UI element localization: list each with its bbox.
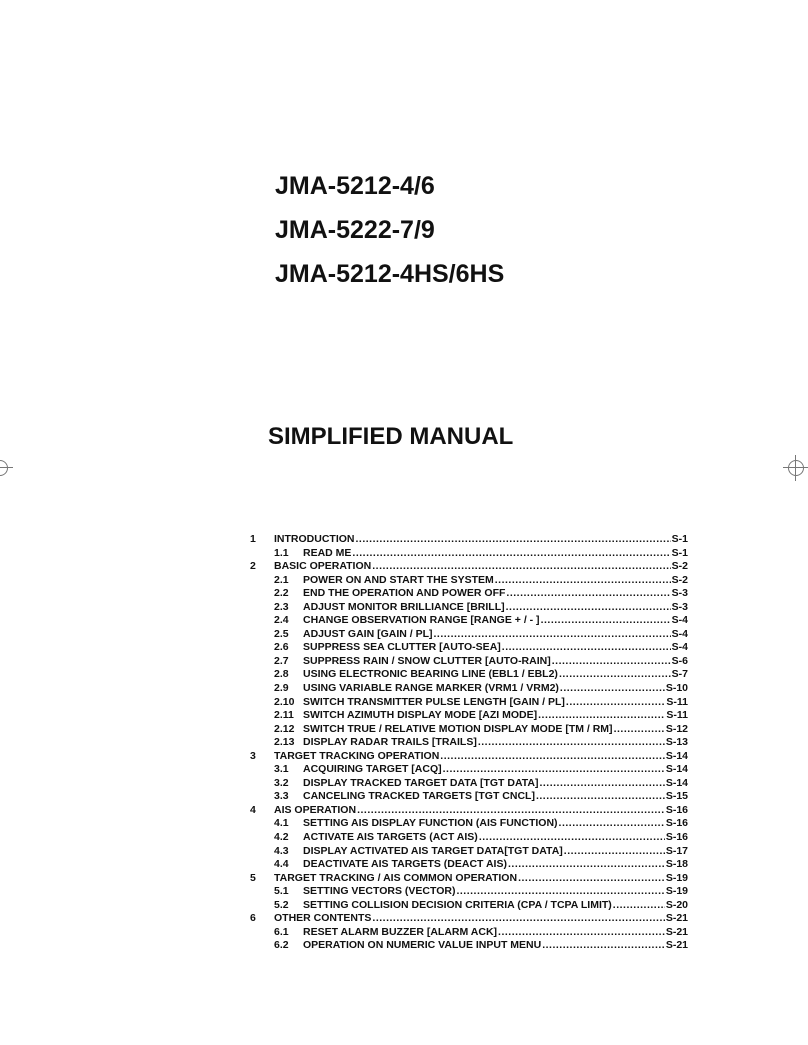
toc-entry[interactable] bbox=[250, 912, 688, 926]
toc-entry-label: SUPPRESS SEA CLUTTER [AUTO-SEA] bbox=[303, 641, 501, 654]
toc-entry[interactable] bbox=[250, 831, 688, 845]
model-name: JMA-5212-4/6 bbox=[275, 172, 435, 200]
toc-entry[interactable] bbox=[250, 587, 688, 601]
toc-entry-number: 1.1 bbox=[274, 546, 289, 559]
toc-entry[interactable] bbox=[250, 750, 688, 764]
toc-entry-page: S-21 bbox=[665, 925, 688, 938]
toc-entry-page: S-7 bbox=[671, 668, 688, 681]
toc-entry[interactable] bbox=[250, 668, 688, 682]
toc-entry-label: DEACTIVATE AIS TARGETS (DEACT AIS) bbox=[303, 858, 507, 871]
toc-entry-number: 6.2 bbox=[274, 939, 289, 952]
toc-leader-dots bbox=[352, 547, 670, 561]
toc-entry-label: SETTING VECTORS (VECTOR) bbox=[303, 885, 456, 898]
toc-entry-page: S-21 bbox=[665, 912, 688, 925]
toc-entry[interactable] bbox=[250, 777, 688, 791]
toc-entry-label: ACQUIRING TARGET [ACQ] bbox=[303, 763, 442, 776]
toc-entry[interactable] bbox=[250, 804, 688, 818]
toc-entry[interactable] bbox=[250, 790, 688, 804]
toc-leader-dots bbox=[478, 736, 665, 750]
toc-entry-number: 3.3 bbox=[274, 790, 289, 803]
toc-entry[interactable] bbox=[250, 682, 688, 696]
toc-entry-number: 5.2 bbox=[274, 898, 289, 911]
toc-entry-page: S-2 bbox=[671, 573, 688, 586]
toc-leader-dots bbox=[539, 777, 664, 791]
toc-entry[interactable] bbox=[250, 574, 688, 588]
toc-leader-dots bbox=[506, 587, 670, 601]
toc-leader-dots bbox=[614, 723, 665, 737]
toc-entry-page: S-4 bbox=[671, 614, 688, 627]
toc-entry[interactable] bbox=[250, 628, 688, 642]
toc-entry-page: S-11 bbox=[666, 709, 688, 722]
toc-entry-label: ACTIVATE AIS TARGETS (ACT AIS) bbox=[303, 831, 478, 844]
toc-leader-dots bbox=[518, 872, 665, 886]
toc-entry-page: S-1 bbox=[671, 533, 688, 545]
toc-entry-page: S-21 bbox=[665, 939, 688, 952]
toc-entry-number: 2.10 bbox=[274, 695, 295, 708]
toc-entry[interactable] bbox=[250, 858, 688, 872]
toc-entry-label: SETTING AIS DISPLAY FUNCTION (AIS FUNCTION) bbox=[303, 817, 558, 830]
toc-entry-number: 4.2 bbox=[274, 831, 289, 844]
toc-entry-page: S-12 bbox=[665, 722, 688, 735]
toc-entry-page: S-2 bbox=[671, 560, 688, 573]
toc-entry[interactable] bbox=[250, 939, 688, 953]
toc-entry-number: 2.9 bbox=[274, 682, 289, 695]
toc-entry-label: DISPLAY TRACKED TARGET DATA [TGT DATA] bbox=[303, 776, 539, 789]
toc-entry-label: SUPPRESS RAIN / SNOW CLUTTER [AUTO-RAIN] bbox=[303, 654, 551, 667]
toc-entry-label: SWITCH AZIMUTH DISPLAY MODE [AZI MODE] bbox=[303, 709, 538, 722]
toc-entry-label: SETTING COLLISION DECISION CRITERIA (CPA / TCPA LIMIT) bbox=[303, 898, 612, 911]
toc-entry-page: S-16 bbox=[665, 803, 688, 816]
toc-entry-page: S-19 bbox=[665, 885, 688, 898]
toc-entry-label: RESET ALARM BUZZER [ALARM ACK] bbox=[303, 925, 498, 938]
toc-entry-label: USING VARIABLE RANGE MARKER (VRM1 / VRM2) bbox=[303, 682, 559, 695]
toc-leader-dots bbox=[434, 628, 671, 642]
toc-entry-page: S-16 bbox=[665, 817, 688, 830]
toc-leader-dots bbox=[443, 763, 665, 777]
toc-entry-label: TARGET TRACKING OPERATION bbox=[274, 749, 440, 762]
toc-entry-label: ADJUST GAIN [GAIN / PL] bbox=[303, 627, 433, 640]
toc-leader-dots bbox=[564, 845, 665, 859]
toc-entry-page: S-16 bbox=[665, 831, 688, 844]
toc-entry-number: 2.1 bbox=[274, 573, 289, 586]
toc-entry-label: OPERATION ON NUMERIC VALUE INPUT MENU bbox=[303, 939, 542, 952]
toc-entry[interactable] bbox=[250, 547, 688, 561]
toc-entry-number: 2.12 bbox=[274, 722, 295, 735]
toc-leader-dots bbox=[508, 858, 665, 872]
toc-entry-number: 3 bbox=[250, 749, 256, 762]
toc-entry-number: 2.11 bbox=[274, 709, 294, 722]
toc-leader-dots bbox=[356, 533, 671, 547]
toc-entry-number: 2 bbox=[250, 560, 256, 573]
toc-entry-label: DISPLAY RADAR TRAILS [TRAILS] bbox=[303, 736, 477, 749]
model-list bbox=[275, 172, 504, 304]
toc-entry-label: CHANGE OBSERVATION RANGE [RANGE + / - ] bbox=[303, 614, 540, 627]
toc-entry[interactable] bbox=[250, 885, 688, 899]
toc-entry-number: 2.13 bbox=[274, 736, 295, 749]
toc-entry[interactable] bbox=[250, 763, 688, 777]
toc-entry-number: 5.1 bbox=[274, 885, 289, 898]
toc-entry-page: S-3 bbox=[671, 600, 688, 613]
toc-entry[interactable] bbox=[250, 845, 688, 859]
toc-entry-number: 2.3 bbox=[274, 600, 289, 613]
toc-entry[interactable] bbox=[250, 723, 688, 737]
toc-entry[interactable] bbox=[250, 601, 688, 615]
toc-entry[interactable] bbox=[250, 926, 688, 940]
toc-entry-label: ADJUST MONITOR BRILLIANCE [BRILL] bbox=[303, 600, 505, 613]
toc-entry[interactable] bbox=[250, 736, 688, 750]
toc-entry-number: 4.1 bbox=[274, 817, 289, 830]
toc-leader-dots bbox=[502, 641, 671, 655]
toc-entry-page: S-18 bbox=[665, 858, 688, 871]
toc-entry-page: S-19 bbox=[665, 871, 688, 884]
toc-leader-dots bbox=[498, 926, 665, 940]
toc-entry-page: S-15 bbox=[665, 790, 688, 803]
toc-entry-page: S-20 bbox=[665, 898, 688, 911]
toc-entry-number: 5 bbox=[250, 871, 256, 884]
toc-leader-dots bbox=[538, 709, 665, 723]
toc-entry-page: S-11 bbox=[666, 695, 688, 708]
toc-entry-page: S-14 bbox=[665, 763, 688, 776]
toc-entry-label: BASIC OPERATION bbox=[274, 560, 372, 573]
toc-entry[interactable] bbox=[250, 533, 688, 547]
toc-entry-label: READ ME bbox=[303, 546, 352, 559]
toc-entry-page: S-3 bbox=[671, 587, 688, 600]
toc-entry[interactable] bbox=[250, 899, 688, 913]
toc-leader-dots bbox=[560, 682, 665, 696]
toc-entry-number: 2.5 bbox=[274, 627, 289, 640]
toc-entry-number: 6 bbox=[250, 912, 256, 925]
toc-entry-label: DISPLAY ACTIVATED AIS TARGET DATA[TGT DATA] bbox=[303, 844, 563, 857]
toc-entry-page: S-10 bbox=[665, 682, 688, 695]
toc-leader-dots bbox=[495, 574, 671, 588]
table-of-contents bbox=[250, 533, 688, 953]
toc-leader-dots bbox=[613, 899, 665, 913]
toc-entry-number: 2.8 bbox=[274, 668, 289, 681]
toc-entry-label: POWER ON AND START THE SYSTEM bbox=[303, 573, 494, 586]
toc-entry-label: CANCELING TRACKED TARGETS [TGT CNCL] bbox=[303, 790, 535, 803]
toc-entry-number: 2.2 bbox=[274, 587, 289, 600]
toc-entry[interactable] bbox=[250, 709, 688, 723]
toc-leader-dots bbox=[542, 939, 665, 953]
toc-entry-page: S-4 bbox=[671, 641, 688, 654]
toc-entry-page: S-1 bbox=[671, 546, 688, 559]
toc-entry-page: S-6 bbox=[671, 654, 688, 667]
toc-entry-number: 1 bbox=[250, 533, 256, 545]
toc-entry-number: 2.4 bbox=[274, 614, 289, 627]
toc-entry[interactable] bbox=[250, 872, 688, 886]
toc-leader-dots bbox=[566, 696, 665, 710]
toc-entry-number: 4.4 bbox=[274, 858, 289, 871]
toc-leader-dots bbox=[372, 560, 670, 574]
toc-entry-page: S-14 bbox=[665, 776, 688, 789]
toc-leader-dots bbox=[357, 804, 665, 818]
registration-mark-left bbox=[0, 455, 13, 481]
toc-leader-dots bbox=[559, 668, 671, 682]
toc-leader-dots bbox=[552, 655, 671, 669]
toc-leader-dots bbox=[479, 831, 665, 845]
toc-entry-label: INTRODUCTION bbox=[274, 533, 355, 545]
toc-entry-number: 4.3 bbox=[274, 844, 289, 857]
toc-entry-label: OTHER CONTENTS bbox=[274, 912, 372, 925]
toc-leader-dots bbox=[506, 601, 671, 615]
toc-entry[interactable] bbox=[250, 560, 688, 574]
toc-entry-page: S-14 bbox=[665, 749, 688, 762]
toc-entry[interactable] bbox=[250, 641, 688, 655]
toc-leader-dots bbox=[536, 790, 665, 804]
toc-entry[interactable] bbox=[250, 614, 688, 628]
toc-entry-number: 3.1 bbox=[274, 763, 289, 776]
toc-entry[interactable] bbox=[250, 655, 688, 669]
toc-entry-page: S-17 bbox=[665, 844, 688, 857]
toc-entry-number: 4 bbox=[250, 803, 256, 816]
model-name: JMA-5212-4HS/6HS bbox=[275, 260, 505, 288]
toc-leader-dots bbox=[456, 885, 664, 899]
toc-leader-dots bbox=[440, 750, 665, 764]
toc-leader-dots bbox=[559, 817, 665, 831]
toc-entry-label: AIS OPERATION bbox=[274, 803, 357, 816]
toc-entry-label: END THE OPERATION AND POWER OFF bbox=[303, 587, 506, 600]
toc-entry-page: S-13 bbox=[665, 736, 688, 749]
toc-entry-number: 6.1 bbox=[274, 925, 289, 938]
toc-entry-label: SWITCH TRUE / RELATIVE MOTION DISPLAY MODE [TM / RM] bbox=[303, 722, 613, 735]
toc-entry-label: SWITCH TRANSMITTER PULSE LENGTH [GAIN / PL] bbox=[303, 695, 565, 708]
toc-entry[interactable] bbox=[250, 696, 688, 710]
toc-entry-label: USING ELECTRONIC BEARING LINE (EBL1 / EBL2) bbox=[303, 668, 558, 681]
toc-entry[interactable] bbox=[250, 817, 688, 831]
toc-entry-page: S-4 bbox=[671, 627, 688, 640]
toc-entry-label: TARGET TRACKING / AIS COMMON OPERATION bbox=[274, 871, 518, 884]
toc-entry-number: 2.6 bbox=[274, 641, 289, 654]
model-name: JMA-5222-7/9 bbox=[275, 216, 435, 244]
toc-entry-number: 3.2 bbox=[274, 776, 289, 789]
manual-title: SIMPLIFIED MANUAL bbox=[268, 423, 514, 450]
toc-leader-dots bbox=[541, 614, 671, 628]
toc-leader-dots bbox=[372, 912, 664, 926]
registration-mark-right bbox=[783, 455, 808, 481]
toc-entry-number: 2.7 bbox=[274, 654, 289, 667]
